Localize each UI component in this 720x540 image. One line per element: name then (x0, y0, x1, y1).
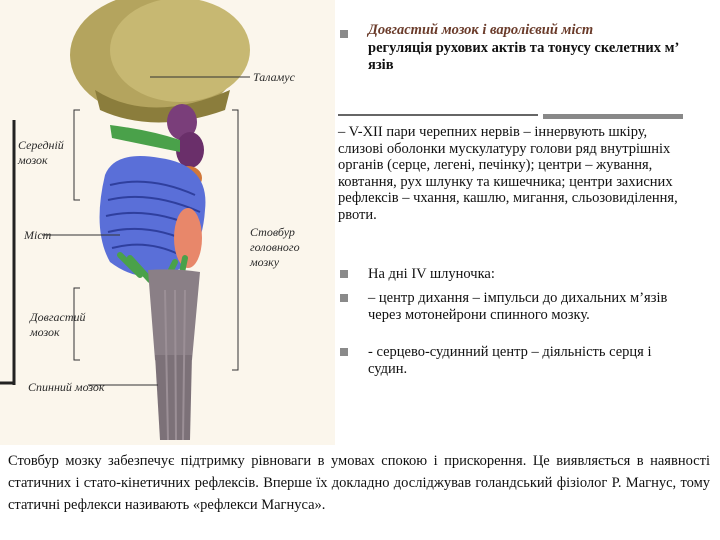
paragraph-fourth-ventricle: На дні IV шлуночка: (368, 266, 495, 282)
label-midbrain: Середній мозок (18, 138, 64, 167)
bottom-paragraph: Стовбур мозку забезпечує підтримку рівноваги в умовах спокою і прискорення. Це виявляється в наявності статичних і стато-кінетичних рефлексів. Вперше їх докладно досліджував голандський фізіолог Р. Магнус, тому статичні рефлекси називають «рефлекси Магнуса». (8, 453, 710, 513)
label-brainstem: Стовбур головного мозку (250, 225, 300, 269)
heading-subtitle: регуляція рухових актів та тонусу скелетних м’ язів (368, 40, 679, 73)
bullet-icon (340, 270, 348, 278)
label-thalamus: Таламус (253, 70, 295, 84)
paragraph-cranial-nerves: – V-XII пари черепних нервів – іннервують шкіру, слизові оболонки мускулатуру голови ряд внутрішніх органів (серце, легені, печінку); центри – жування, ковтання, рух шлунку та кишечника; центри захисних рефлексів – чхання, кашлю, мигання, сльозовиділення, рвоти. (338, 124, 678, 223)
paragraph-cardiovascular-center: - серцево-судинний центр – діяльність серця і судин. (368, 344, 652, 377)
separator-line (338, 114, 538, 116)
medulla-shape (148, 269, 200, 366)
label-pons: Міст (24, 228, 52, 242)
separator-accent (543, 114, 683, 119)
brainstem-bracket (232, 110, 238, 370)
paragraph-respiratory-center: – центр дихання – імпульси до дихальних м’язів через мотонейрони спинного мозку. (368, 290, 668, 323)
brainstem-drawing (0, 0, 335, 445)
thalamus-shape-2 (176, 132, 204, 168)
brainstem-illustration (0, 0, 335, 445)
spinal-cord-shape (155, 355, 192, 440)
bullet-icon (340, 30, 348, 38)
bullet-icon (340, 294, 348, 302)
label-spinal-cord: Спинний мозок (28, 380, 105, 394)
bullet-icon (340, 348, 348, 356)
peduncle-shape (174, 208, 202, 268)
heading-italic: Довгастий мозок і варолієвий міст (368, 22, 594, 38)
label-medulla: Довгастий мозок (30, 310, 86, 339)
hemisphere-shape-2 (110, 0, 250, 102)
